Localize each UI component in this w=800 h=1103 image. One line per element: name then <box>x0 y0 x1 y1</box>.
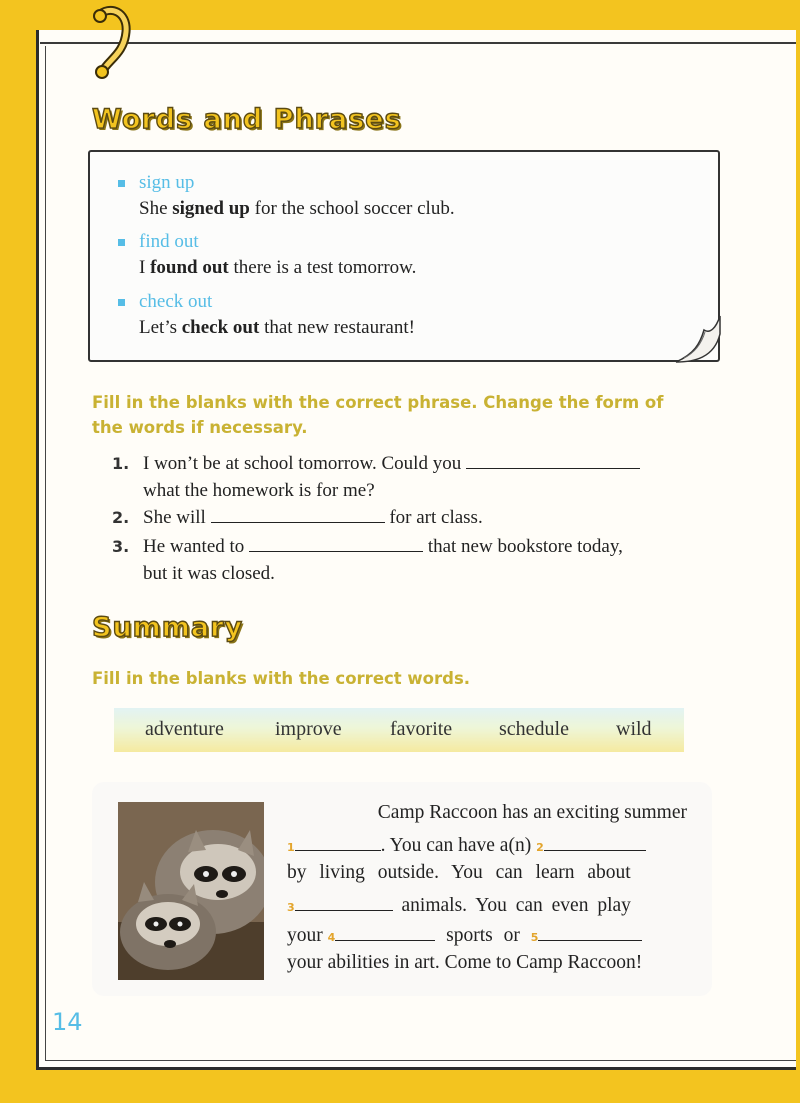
words-and-phrases-heading: Words and Phrases <box>92 104 402 135</box>
raccoon-photo <box>118 802 264 980</box>
summary-line-4: 3 animals. You can even play <box>287 892 687 922</box>
phrase-term: sign up <box>139 172 195 193</box>
exercise1-instruction: Fill in the blanks with the correct phrase. Change the form of the words if necessary. <box>92 393 664 437</box>
answer-blank-1[interactable] <box>466 450 640 469</box>
word-bank-item: improve <box>275 718 342 740</box>
page-curl-icon <box>674 314 722 364</box>
summary-blank-4[interactable] <box>335 922 435 941</box>
question-number: 2. <box>112 508 130 527</box>
summary-blank-1[interactable] <box>295 832 381 851</box>
bullet-icon <box>118 299 125 306</box>
answer-blank-3[interactable] <box>249 533 423 552</box>
page-number: 14 <box>52 1008 83 1036</box>
exercise2-instruction: Fill in the blanks with the correct words. <box>92 669 471 688</box>
word-bank-item: adventure <box>145 718 224 740</box>
bullet-icon <box>118 239 125 246</box>
summary-line-2: 1 . You can have a(n) 2 <box>287 832 687 862</box>
raccoon-image-icon <box>118 802 264 980</box>
summary-blank-2[interactable] <box>544 832 646 851</box>
phrase-term: check out <box>139 291 213 312</box>
summary-blank-5[interactable] <box>538 922 642 941</box>
answer-blank-2[interactable] <box>211 504 385 523</box>
word-bank-item: wild <box>616 718 652 740</box>
question-number: 3. <box>112 537 130 556</box>
question-number: 1. <box>112 454 130 473</box>
top-rule <box>40 42 796 44</box>
summary-line-5: your 4 sports or 5 <box>287 922 687 952</box>
summary-line-6: your abilities in art. Come to Camp Raccoon! <box>287 952 643 973</box>
summary-line-3: by living outside. You can learn about <box>287 862 631 883</box>
phrase-example: I found out there is a test tomorrow. <box>139 257 417 278</box>
summary-heading: Summary <box>92 612 244 643</box>
phrase-example: She signed up for the school soccer club. <box>139 198 455 219</box>
summary-line-1: Camp Raccoon has an exciting summer <box>377 802 687 823</box>
phrase-term: find out <box>139 231 199 252</box>
word-bank-item: favorite <box>390 718 453 740</box>
binder-ring-icon <box>88 2 134 82</box>
summary-blank-3[interactable] <box>295 892 393 911</box>
phrase-example: Let’s check out that new restaurant! <box>139 317 415 338</box>
bullet-icon <box>118 180 125 187</box>
word-bank-item: schedule <box>499 718 569 740</box>
